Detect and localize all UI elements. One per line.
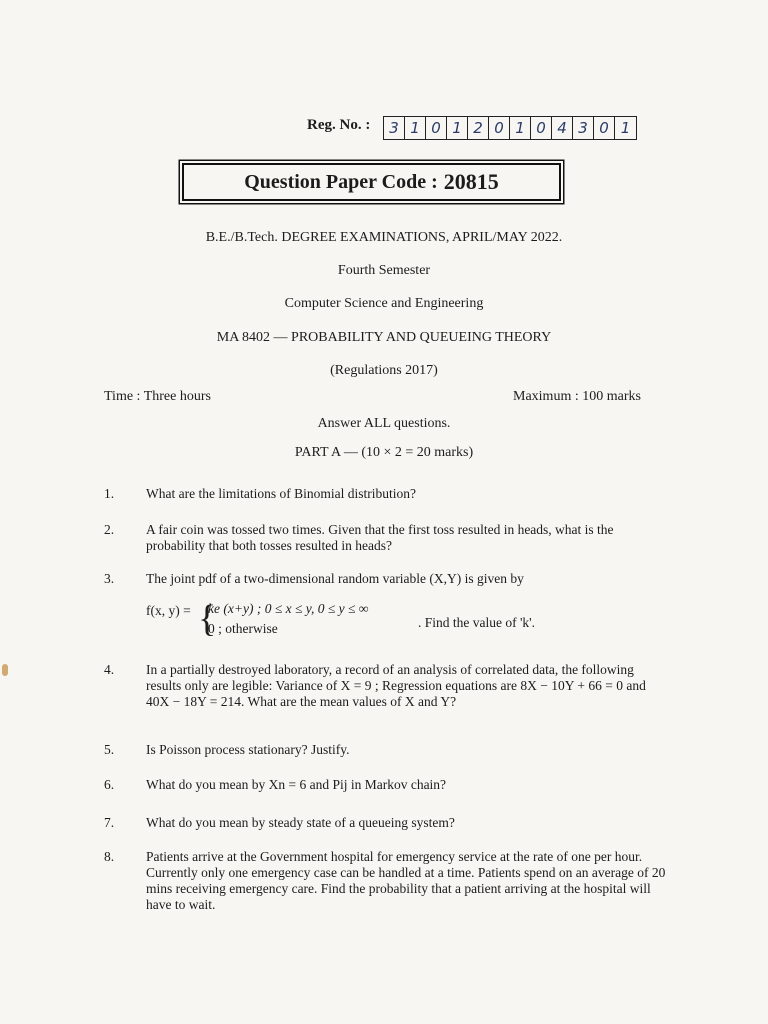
department: Computer Science and Engineering	[284, 296, 484, 311]
reg-digit: 1	[510, 117, 531, 139]
question-number: 8.	[104, 849, 115, 864]
code-number: 20815	[443, 169, 499, 194]
code-label: Question Paper Code :	[244, 170, 438, 193]
question-text: What are the limitations of Binomial distribution?	[146, 486, 416, 501]
reg-digit: 0	[489, 117, 510, 139]
reg-digit: 4	[552, 117, 573, 139]
reg-digit: 1	[620, 119, 631, 137]
part-heading: PART A — (10 × 2 = 20 marks)	[294, 445, 474, 460]
reg-no-label: Reg. No. :	[307, 117, 371, 133]
question-text: Is Poisson process stationary? Justify.	[146, 742, 350, 757]
formula-tail: . Find the value of 'k'.	[418, 615, 535, 630]
question-number: 6.	[104, 777, 115, 792]
reg-digit: 0	[426, 117, 447, 139]
question-text: What do you mean by steady state of a queueing system?	[146, 815, 455, 830]
formula-lhs: f(x, y) =	[146, 603, 191, 618]
question-number: 3.	[104, 571, 115, 586]
regulations: (Regulations 2017)	[330, 363, 438, 378]
exam-title: B.E./B.Tech. DEGREE EXAMINATIONS, APRIL/MAY 2022.	[205, 230, 563, 245]
question-number: 2.	[104, 522, 115, 537]
question-number: 7.	[104, 815, 115, 830]
question-text: A fair coin was tossed two times. Given that the first toss resulted in heads, what is the probability that both tosses resulted in heads?	[146, 522, 614, 553]
formula-case-2: 0 ; otherwise	[208, 621, 278, 636]
question-text: Patients arrive at the Government hospital for emergency service at the rate of one per hour. Currently only one emergency case can be handled at a time. Patients spend on an average of 20 mins receiving emergency care. Find the probability that a patient arriving at the hospital will have to wait.	[146, 849, 666, 912]
scan-speck	[2, 664, 8, 676]
subject: MA 8402 — PROBABILITY AND QUEUEING THEORY	[216, 330, 552, 345]
formula-brace: {	[198, 598, 217, 640]
reg-no-boxes	[383, 116, 637, 140]
reg-digit: 2	[468, 117, 489, 139]
reg-digit: 3	[384, 117, 405, 139]
question-text: The joint pdf of a two-dimensional random variable (X,Y) is given by	[146, 571, 524, 586]
formula-case-1: ke (x+y) ; 0 ≤ x ≤ y, 0 ≤ y ≤ ∞	[208, 601, 369, 616]
reg-digit: 1	[447, 117, 468, 139]
time-allowed: Time : Three hours	[104, 389, 211, 404]
reg-digit: 0	[594, 117, 615, 139]
joint-pdf-formula	[146, 598, 535, 640]
reg-digit: 1	[405, 117, 426, 139]
question-number: 1.	[104, 486, 115, 501]
maximum-marks: Maximum : 100 marks	[513, 389, 641, 404]
instruction: Answer ALL questions.	[317, 416, 451, 431]
question-text: In a partially destroyed laboratory, a record of an analysis of correlated data, the following results only are legible: Variance of X = 9 ; Regression equations are 8X − 10Y + 66 = 0 and 40X − 18Y = 214. What are the mean values of X and Y?	[146, 662, 646, 709]
question-number: 5.	[104, 742, 115, 757]
question-number: 4.	[104, 662, 115, 677]
semester: Fourth Semester	[337, 263, 431, 278]
reg-digit: 0	[531, 117, 552, 139]
question-paper-code-box	[182, 163, 561, 201]
question-text: What do you mean by Xn = 6 and Pij in Markov chain?	[146, 777, 447, 792]
reg-digit: 3	[573, 117, 594, 139]
